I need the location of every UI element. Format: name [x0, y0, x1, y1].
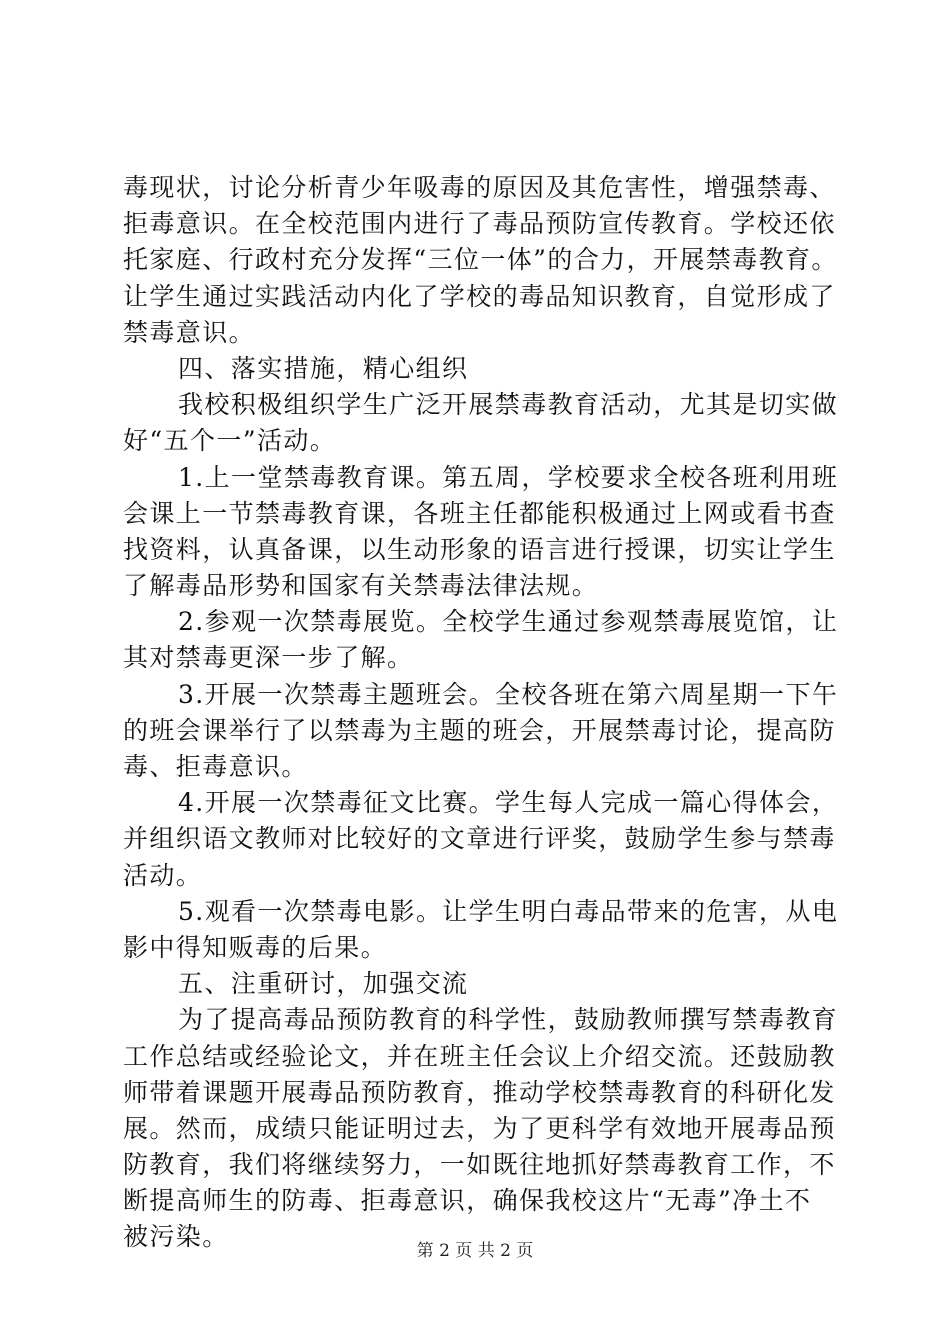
list-item-start: 3.开展一次禁毒主题班会。全校各班在第六周星期一下午 — [178, 679, 839, 709]
document-body — [123, 170, 863, 1256]
text-line: 拒毒意识。在全校范围内进行了毒品预防宣传教育。学校还依 — [123, 209, 836, 239]
text-line: 好“五个一”活动。 — [123, 426, 337, 456]
text-line: 展。然而，成绩只能证明过去，为了更科学有效地开展毒品预 — [123, 1113, 836, 1143]
text-line: 其对禁毒更深一步了解。 — [123, 643, 414, 673]
section-heading: 四、落实措施，精心组织 — [178, 353, 469, 383]
paragraph-start: 为了提高毒品预防教育的科学性，鼓励教师撰写禁毒教育 — [178, 1005, 839, 1035]
text-line: 让学生通过实践活动内化了学校的毒品知识教育，自觉形成了 — [123, 281, 836, 311]
text-line: 了解毒品形势和国家有关禁毒法律法规。 — [123, 571, 599, 601]
text-line: 会课上一节禁毒教育课，各班主任都能积极通过上网或看书查 — [123, 498, 836, 528]
paragraph-start: 我校积极组织学生广泛开展禁毒教育活动，尤其是切实做 — [178, 390, 839, 420]
list-item-start: 2.参观一次禁毒展览。全校学生通过参观禁毒展览馆，让 — [178, 607, 839, 637]
section-heading: 五、注重研讨，加强交流 — [178, 969, 469, 999]
page-number-footer: 第 2 页 共 2 页 — [416, 1241, 534, 1261]
text-line: 禁毒意识。 — [123, 317, 256, 347]
list-item-start: 1.上一堂禁毒教育课。第五周，学校要求全校各班利用班 — [178, 462, 839, 492]
text-line: 活动。 — [123, 860, 203, 890]
list-item-start: 4.开展一次禁毒征文比赛。学生每人完成一篇心得体会， — [178, 788, 839, 818]
text-line: 托家庭、行政村充分发挥“三位一体”的合力，开展禁毒教育。 — [123, 245, 838, 275]
text-line: 师带着课题开展毒品预防教育，推动学校禁毒教育的科研化发 — [123, 1077, 836, 1107]
text-line: 被污染。 — [123, 1222, 229, 1252]
text-line: 工作总结或经验论文，并在班主任会议上介绍交流。还鼓励教 — [123, 1041, 836, 1071]
text-line: 毒、拒毒意识。 — [123, 752, 308, 781]
text-line: 并组织语文教师对比较好的文章进行评奖，鼓励学生参与禁毒 — [123, 824, 836, 854]
text-line: 毒现状，讨论分析青少年吸毒的原因及其危害性，增强禁毒、 — [123, 173, 836, 202]
list-item-start: 5.观看一次禁毒电影。让学生明白毒品带来的危害，从电 — [178, 896, 839, 926]
text-line: 影中得知贩毒的后果。 — [123, 932, 388, 962]
text-line: 防教育，我们将继续努力，一如既往地抓好禁毒教育工作，不 — [123, 1150, 836, 1180]
text-line: 断提高师生的防毒、拒毒意识，确保我校这片“无毒”净土不 — [123, 1186, 812, 1216]
text-line: 找资料，认真备课，以生动形象的语言进行授课，切实让学生 — [123, 534, 836, 564]
text-line: 的班会课举行了以禁毒为主题的班会，开展禁毒讨论，提高防 — [123, 715, 836, 745]
